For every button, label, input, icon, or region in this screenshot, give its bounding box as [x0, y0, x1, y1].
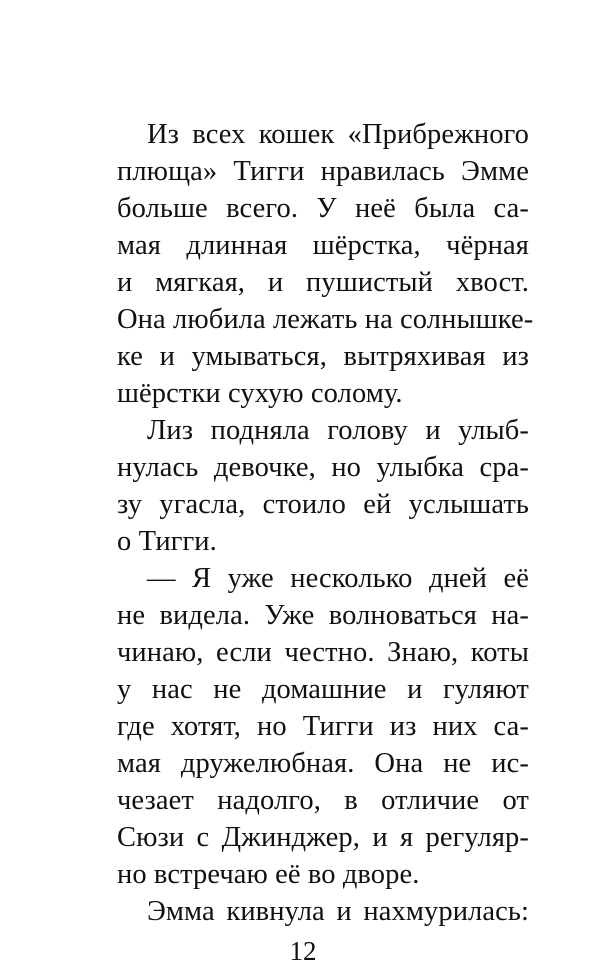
text-line: Она любила лежать на солнышке- — [117, 304, 534, 335]
text-line: мая дружелюбная. Она не ис- — [117, 748, 529, 779]
text-line: не видела. Уже волноваться на- — [117, 600, 529, 631]
text-line: где хотят, но Тигги из них са- — [117, 711, 529, 742]
text-line: больше всего. У неё была са- — [117, 193, 529, 224]
text-line: плюща» Тигги нравилась Эмме — [117, 156, 529, 187]
text-line: Лиз подняла голову и улыб- — [147, 415, 529, 446]
page-number: 12 — [289, 936, 317, 966]
text-line: — Я уже несколько дней её — [147, 563, 529, 594]
text-line: нулась девочке, но улыбка сра- — [117, 452, 529, 483]
text-line: но встречаю её во дворе. — [117, 859, 420, 890]
text-line: и мягкая, и пушистый хвост. — [117, 267, 529, 298]
text-line: зу угасла, стоило ей услышать — [117, 489, 529, 520]
text-line: чезает надолго, в отличие от — [117, 785, 529, 816]
text-line: ке и умываться, вытряхивая из — [117, 341, 529, 372]
text-line: у нас не домашние и гуляют — [117, 674, 529, 705]
text-line: чинаю, если честно. Знаю, коты — [117, 637, 529, 668]
text-line: Эмма кивнула и нахмурилась: — [147, 896, 529, 927]
text-line: Сюзи с Джинджер, и я регуляр- — [117, 822, 529, 853]
text-line: Из всех кошек «Прибрежного — [147, 119, 529, 150]
text-line: мая длинная шёрстка, чёрная — [117, 230, 529, 261]
text-line: шёрстки сухую солому. — [117, 378, 403, 409]
text-line: о Тигги. — [117, 526, 217, 557]
